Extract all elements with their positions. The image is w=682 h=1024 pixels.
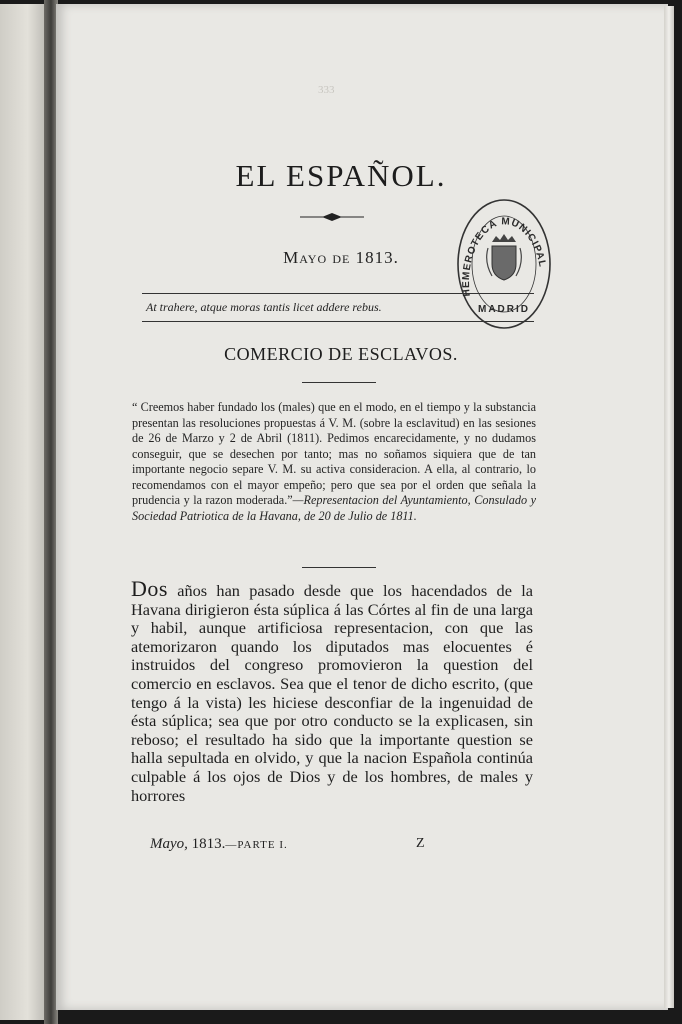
stamp-arc-text: HEMEROTECA MUNICIPAL — [460, 216, 548, 297]
page-fore-edge — [664, 6, 674, 1008]
lead-word: Dos — [131, 576, 168, 601]
body-text: años han pasado desde que los hacendados de la Havana dirigieron ésta súplica á las Córtes al fin de una larga y habil, aunque artificiosa representacion, con que las atemorizaron quando los diputados mas elocuentes é instruidos del congreso promovieron la question del comercio en esclavos. Sea que el tenor de dicho escrito, (que tengo á la vista) les hiciese desconfiar de la ingenuidad de ésta súplica; sea que por otro conducto se la explicasen, sin reboso; el resultado ha sido que la importante question se halla sepultada en olvido, y que la nacion Española continúa culpable á los ojos de Dios y de los hombres, de males y horrores — [131, 581, 533, 805]
previous-page-edge — [0, 4, 46, 1020]
signature-mark: Z — [416, 836, 425, 851]
title-rule — [302, 382, 376, 383]
coat-of-arms-icon — [487, 234, 522, 280]
journal-title: EL ESPAÑOL. — [235, 158, 447, 193]
page-footer — [150, 836, 450, 853]
article-title: COMERCIO DE ESCLAVOS. — [224, 344, 458, 364]
article-body — [131, 576, 533, 805]
motto: At trahere, atque moras tantis licet addere rebus. — [146, 300, 382, 314]
quote-rule — [302, 567, 376, 568]
page-number-bleed: 333 — [318, 84, 335, 96]
footer-year: 1813. — [191, 836, 226, 852]
ornament-divider — [300, 210, 364, 224]
issue-date: Mayo de 1813. — [283, 248, 399, 267]
footer-month: Mayo, — [150, 836, 188, 852]
epigraph-quote — [132, 400, 536, 524]
library-stamp — [454, 196, 554, 332]
footer-part: —PARTE I. — [225, 839, 288, 851]
stamp-bottom-text: MADRID — [478, 304, 530, 315]
quote-attribution: —Representacion del Ayuntamiento, Consulado y Sociedad Patriotica de la Havana, de 20 de Julio de 1811. — [132, 493, 536, 523]
quote-text: “ Creemos haber fundado los (males) que en el modo, en el tiempo y la substancia presentan las resoluciones propuestas á V. M. (sobre la esclavitud) en las sesiones de 26 de Marzo y 2 de Abril (1811). Pedimos encarecidamente, y no dudamos conseguir, que se desechen por tanto; mas no soñamos siquiera que de tan importante negocio separe V. M. su activa consideracion. A ella, al contrario, lo recomendamos con el mayor empeño; pero que sea por el orden que señala la prudencia y la razon moderada.” — [132, 400, 536, 507]
